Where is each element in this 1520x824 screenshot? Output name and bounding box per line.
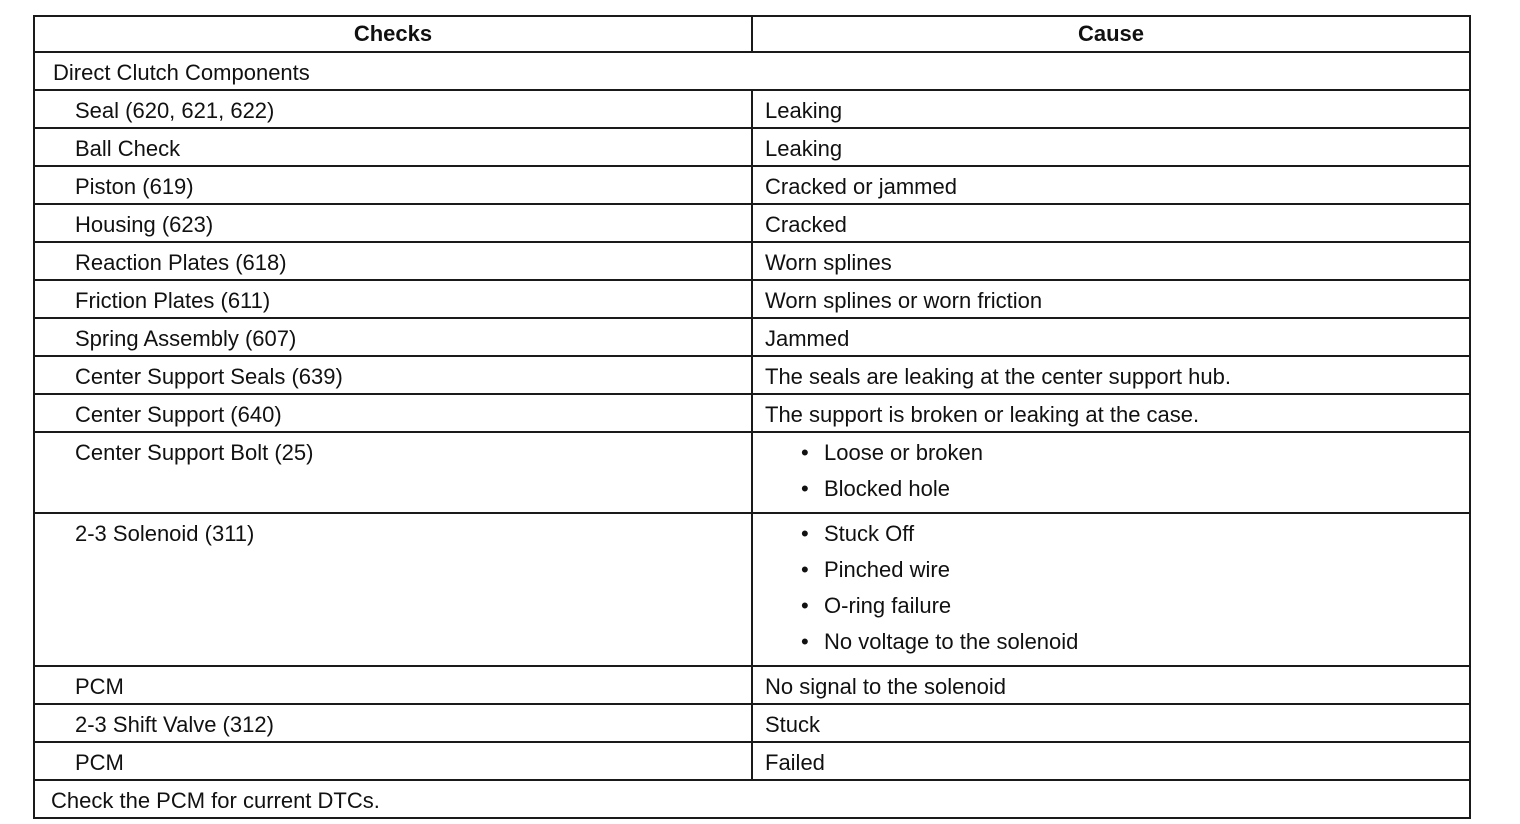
check-cell: Ball Check bbox=[34, 128, 752, 166]
table-row bbox=[34, 704, 1470, 742]
cause-bullet: • Loose or broken bbox=[801, 440, 1469, 476]
table-row bbox=[34, 742, 1470, 780]
section-title: Direct Clutch Components bbox=[34, 52, 1470, 90]
cause-cell: Failed bbox=[752, 742, 1470, 780]
check-cell: Center Support (640) bbox=[34, 394, 752, 432]
footer-note: Check the PCM for current DTCs. bbox=[34, 780, 1470, 818]
check-cell: PCM bbox=[34, 742, 752, 780]
cause-cell: The support is broken or leaking at the case. bbox=[752, 394, 1470, 432]
cause-bullet: • O-ring failure bbox=[801, 593, 1469, 629]
header-row bbox=[34, 16, 1470, 52]
header-checks: Checks bbox=[34, 16, 752, 52]
cause-cell: Worn splines or worn friction bbox=[752, 280, 1470, 318]
check-cell: Center Support Bolt (25) bbox=[34, 432, 752, 513]
check-cell: Seal (620, 621, 622) bbox=[34, 90, 752, 128]
table-row bbox=[34, 666, 1470, 704]
check-cell: Center Support Seals (639) bbox=[34, 356, 752, 394]
section-row bbox=[34, 52, 1470, 90]
diagnostic-table bbox=[33, 15, 1471, 819]
cause-cell: Jammed bbox=[752, 318, 1470, 356]
table-row bbox=[34, 166, 1470, 204]
cause-cell: Leaking bbox=[752, 90, 1470, 128]
table-row bbox=[34, 128, 1470, 166]
cause-cell: No signal to the solenoid bbox=[752, 666, 1470, 704]
cause-bullet: • Stuck Off bbox=[801, 521, 1469, 557]
cause-bullet-list bbox=[765, 440, 1469, 512]
cause-bullet-list bbox=[765, 521, 1469, 665]
check-cell: 2-3 Shift Valve (312) bbox=[34, 704, 752, 742]
cause-cell: Worn splines bbox=[752, 242, 1470, 280]
table-row bbox=[34, 356, 1470, 394]
check-cell: Piston (619) bbox=[34, 166, 752, 204]
table-row bbox=[34, 394, 1470, 432]
cause-bullet: • Blocked hole bbox=[801, 476, 1469, 512]
table-row bbox=[34, 242, 1470, 280]
cause-bullet: • Pinched wire bbox=[801, 557, 1469, 593]
check-cell: PCM bbox=[34, 666, 752, 704]
footer-row bbox=[34, 780, 1470, 818]
cause-cell: Stuck bbox=[752, 704, 1470, 742]
cause-bullet: • No voltage to the solenoid bbox=[801, 629, 1469, 665]
cause-cell bbox=[752, 432, 1470, 513]
cause-cell: The seals are leaking at the center support hub. bbox=[752, 356, 1470, 394]
cause-cell: Leaking bbox=[752, 128, 1470, 166]
check-cell: Friction Plates (611) bbox=[34, 280, 752, 318]
check-cell: 2-3 Solenoid (311) bbox=[34, 513, 752, 666]
table-row-bolt bbox=[34, 432, 1470, 513]
table-row bbox=[34, 280, 1470, 318]
cause-cell bbox=[752, 513, 1470, 666]
table-row bbox=[34, 90, 1470, 128]
table-row-solenoid bbox=[34, 513, 1470, 666]
table-row bbox=[34, 318, 1470, 356]
check-cell: Spring Assembly (607) bbox=[34, 318, 752, 356]
check-cell: Housing (623) bbox=[34, 204, 752, 242]
header-cause: Cause bbox=[752, 16, 1470, 52]
check-cell: Reaction Plates (618) bbox=[34, 242, 752, 280]
cause-cell: Cracked bbox=[752, 204, 1470, 242]
table-row bbox=[34, 204, 1470, 242]
cause-cell: Cracked or jammed bbox=[752, 166, 1470, 204]
